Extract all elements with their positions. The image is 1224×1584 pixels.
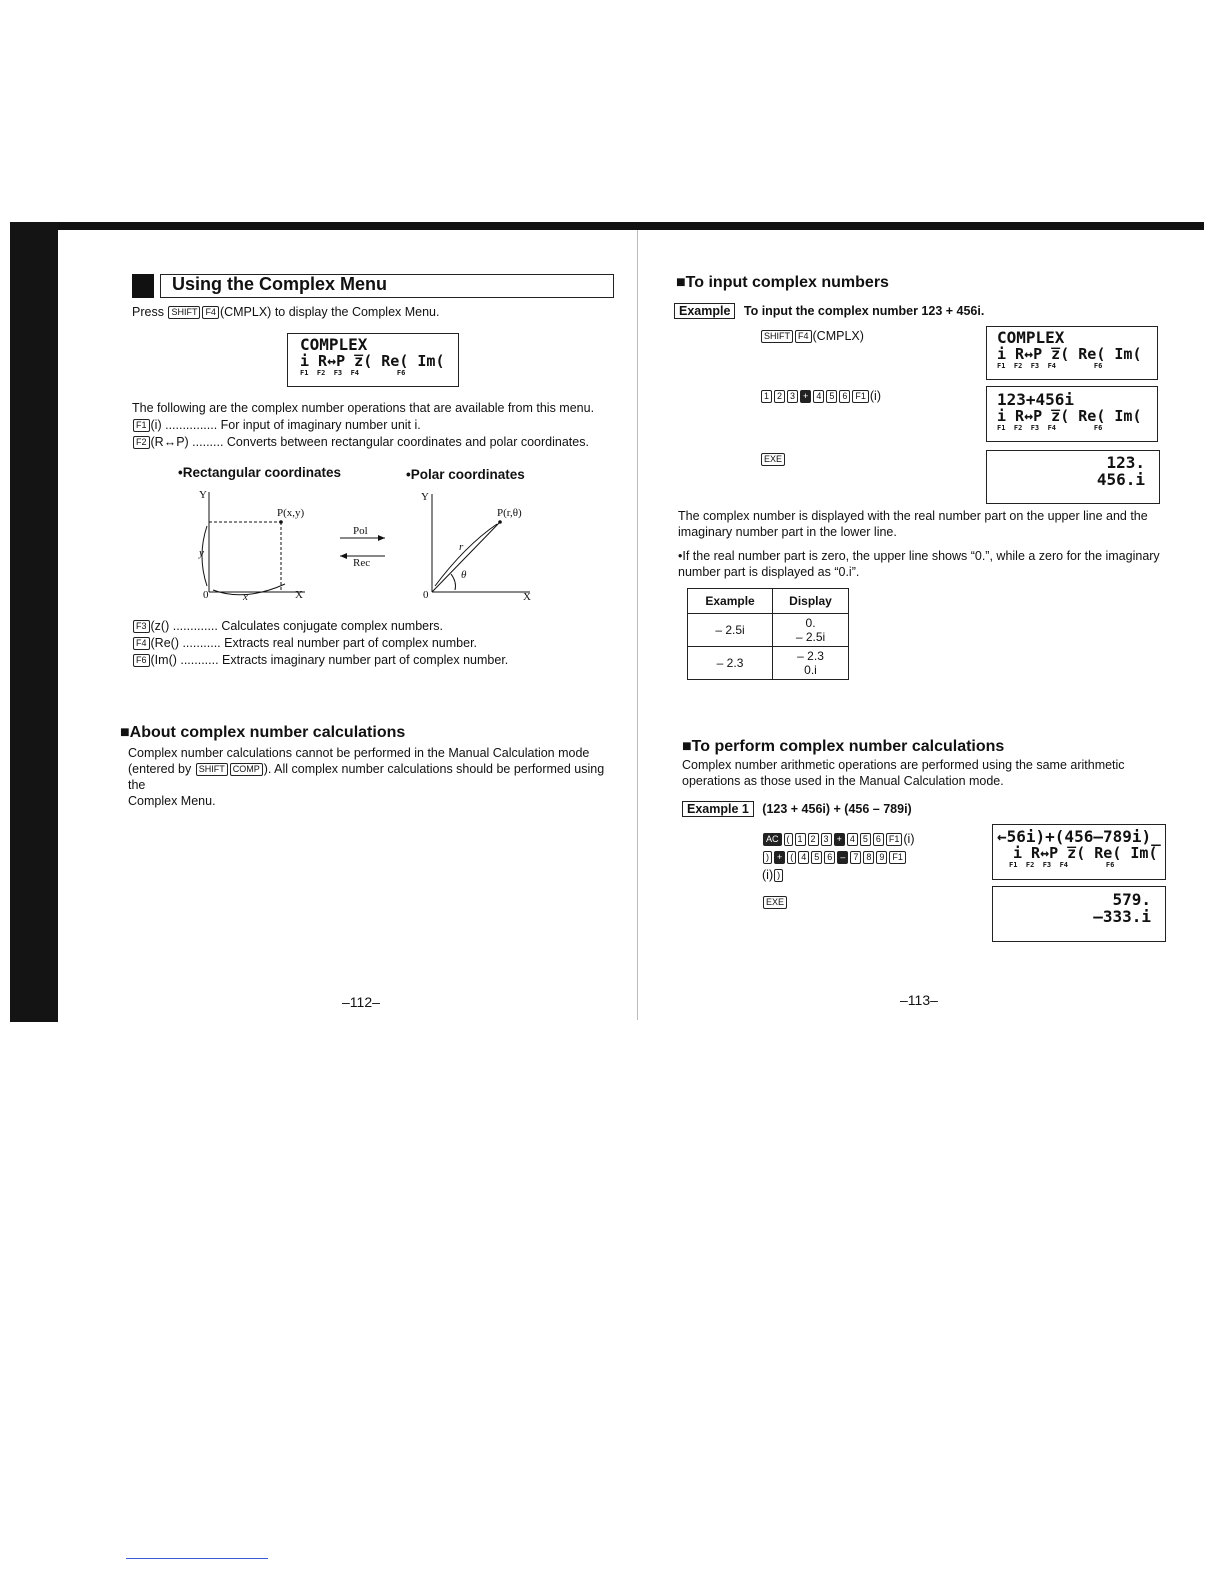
display-note: The complex number is displayed with the real number part on the upper line and the imaginary number part in the lower line. xyxy=(678,509,1148,539)
polar-x-label: X xyxy=(523,591,531,603)
lcd-complex-a: COMPLEX i R↔P z̅( Re( Im( F1 F2 F3 F4 F6 xyxy=(986,326,1158,380)
example1-line: Example 1 (123 + 456i) + (456 – 789i) xyxy=(682,800,912,818)
footer-link-underline xyxy=(126,1558,268,1559)
section-title-bar xyxy=(132,274,614,298)
table-row: – 2.5i 0. – 2.5i xyxy=(688,614,849,647)
step2-keys: 1 2 3 + 4 5 6 F1 (i) xyxy=(760,388,881,404)
polar-y-label: Y xyxy=(421,491,429,503)
rec-label: Rec xyxy=(353,557,371,569)
shift-key: SHIFT xyxy=(168,306,200,319)
example1-label: Example 1 xyxy=(682,801,754,817)
step3-key: EXE xyxy=(760,451,786,467)
coordinate-diagram xyxy=(185,486,555,604)
exe-key-line: EXE xyxy=(762,894,788,910)
perform-heading: ■To perform complex number calculations xyxy=(682,738,1005,755)
page-number-left: –112– xyxy=(342,994,380,1010)
example-table: Example Display – 2.5i 0. – 2.5i – 2.3 – 2.3 0.i xyxy=(687,588,849,680)
press-instruction: Press SHIFT F4 (CMPLX) to display the Complex Menu. xyxy=(132,305,440,319)
op-f1: F1 (i) ............... For input of imaginary number unit i. xyxy=(132,417,421,433)
about-heading: ■About complex number calculations xyxy=(120,724,406,741)
f4-key: F4 xyxy=(202,306,219,319)
lcd-complex-b: 123+456i i R↔P z̅( Re( Im( F1 F2 F3 F4 F6 xyxy=(986,386,1158,442)
book-spine xyxy=(637,230,638,1020)
rect-origin: 0 xyxy=(203,589,209,601)
lcd-expression: ←56i)+(456–789i)_ i R↔P z̅( Re( Im( F1 F2 F3 F4 F6 xyxy=(992,824,1166,880)
example-label: Example xyxy=(674,303,735,319)
scan-border-left xyxy=(10,222,58,1022)
theta-arc xyxy=(451,574,456,590)
lcd-complex-menu: COMPLEX i R↔P z̅( Re( Im( F1 F2 F3 F4 F6 xyxy=(287,333,459,387)
polar-radius xyxy=(432,522,500,592)
rect-heading: •Rectangular coordinates xyxy=(178,465,342,480)
zero-note: •If the real number part is zero, the upper line shows “0.”, while a zero for the imaginary number part is displayed as “0.i”. xyxy=(678,549,1160,579)
page-number-right: –113– xyxy=(900,992,938,1008)
theta-label: θ xyxy=(461,569,467,581)
op-f6: F6 (Im() ........... Extracts imaginary number part of complex number. xyxy=(132,652,508,668)
polar-point-label: P(r,θ) xyxy=(497,507,522,519)
ops-intro: The following are the complex number operations that are available from this menu. xyxy=(132,401,595,415)
example1-keys: AC ( 1 2 3 + 4 5 6 F1 (i) ) + ( 4 5 6 – 7 8 9 F1 (i) ) xyxy=(762,832,915,882)
rect-y-var: y xyxy=(199,547,204,559)
op-f2: F2 (R↔P) ......... Converts between rectangular coordinates and polar coordinates. xyxy=(132,434,589,450)
rect-x-label: X xyxy=(295,589,303,601)
polar-r-var: r xyxy=(459,541,464,553)
rect-y-label: Y xyxy=(199,489,207,501)
lcd-result-a: 123. 456.i xyxy=(986,450,1160,504)
title-block-icon xyxy=(132,274,154,298)
perform-text: Complex number arithmetic operations are performed using the same arithmetic operations as those used in the Manual Calculation mode. xyxy=(682,758,1125,788)
rect-point-label: P(x,y) xyxy=(277,507,305,519)
rect-x-brace xyxy=(213,584,285,595)
about-text: Complex number calculations cannot be performed in the Manual Calculation mode (entered by SHIFT COMP ). All complex number calculations should be performed using the Complex Menu. xyxy=(128,746,605,808)
op-f3: F3 (z() ............. Calculates conjugate complex numbers. xyxy=(132,618,443,634)
polar-heading: •Polar coordinates xyxy=(406,467,525,482)
scan-border-top xyxy=(10,222,1204,230)
op-f4: F4 (Re() ........... Extracts real number part of complex number. xyxy=(132,635,477,651)
polar-origin: 0 xyxy=(423,589,429,601)
lcd-result-b: 579. –333.i xyxy=(992,886,1166,942)
step1-keys: SHIFT F4 (CMPLX) xyxy=(760,328,864,344)
page-title: Using the Complex Menu xyxy=(172,274,388,294)
pol-label: Pol xyxy=(353,525,368,537)
table-row: – 2.3 – 2.3 0.i xyxy=(688,647,849,680)
rect-x-var: x xyxy=(243,591,248,603)
input-heading: ■To input complex numbers xyxy=(676,274,889,291)
example-line: Example To input the complex number 123 + 456i. xyxy=(674,302,984,320)
